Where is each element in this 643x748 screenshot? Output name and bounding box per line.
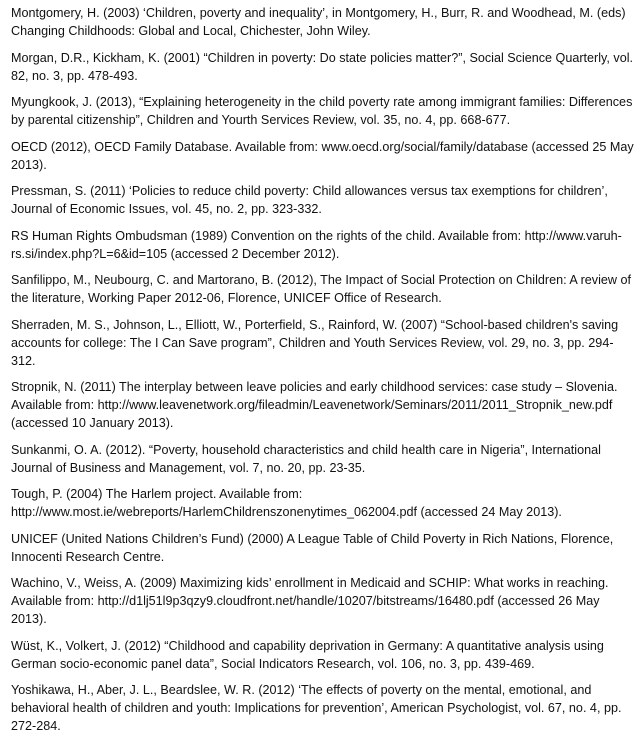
reference-montgomery: Montgomery, H. (2003) ‘Children, poverty and inequality’, in Montgomery, H., Burr, R. and Woodhead, M. (eds) Changing Childhoods: Global and Local, Chichester, John Wiley. (11, 6, 626, 38)
reference-pressman: Pressman, S. (2011) ‘Policies to reduce child poverty: Child allowances versus tax exemptions for children’, Journal of Economic Issues, vol. 45, no. 2, pp. 323-332. (11, 184, 608, 216)
reference-wachino: Wachino, V., Weiss, A. (2009) Maximizing kids’ enrollment in Medicaid and SCHIP: What works in reaching. Available from: http://d1lj51l9p3qzy9.cloudfront.net/handle/10207/bitstreams/16480.pdf (accessed 26 May 2013). (11, 576, 609, 626)
reference-tough: Tough, P. (2004) The Harlem project. Available from: http://www.most.ie/webreports/HarlemChildrenszonenytimes_062004.pdf (accessed 24 May 2013). (11, 487, 562, 519)
reference-oecd: OECD (2012), OECD Family Database. Available from: www.oecd.org/social/family/database (accessed 25 May 2013). (11, 139, 634, 172)
reference-myungkook: Myungkook, J. (2013), “Explaining heterogeneity in the child poverty rate among immigrant families: Differences by parental citizenship”, Children and Yourth Services Review, vol. 35, no. 4, pp. 668-677. (11, 95, 633, 127)
reference-sanfilippo: Sanfilippo, M., Neubourg, C. and Martorano, B. (2012), The Impact of Social Protection on Children: A review of the literature, Working Paper 2012-06, Florence, UNICEF Office of Research. (11, 273, 631, 305)
reference-wust: Wüst, K., Volkert, J. (2012) “Childhood and capability deprivation in Germany: A quantitative analysis using German socio-economic panel data”, Social Indicators Research, vol. 106, no. 3, pp. 439-469. (11, 638, 604, 671)
reference-unicef: UNICEF (United Nations Children’s Fund) (2000) A League Table of Child Poverty in Rich Nations, Florence, Innocenti Research Centre. (11, 531, 614, 564)
reference-yoshikawa: Yoshikawa, H., Aber, J. L., Beardslee, W. R. (2012) ‘The effects of poverty on the mental, emotional, and behavioral health of children and youth: Implications for prevention’, American Psychologist, vol. 67, no. 4, pp. 272-284. (11, 683, 622, 733)
reference-rs-ombudsman: RS Human Rights Ombudsman (1989) Convention on the rights of the child. Available from: http://www.varuh-rs.si/index.php?L=6&id=105 (accessed 2 December 2012). (11, 228, 622, 261)
reference-sherraden: Sherraden, M. S., Johnson, L., Elliott, W., Porterfield, S., Rainford, W. (2007) “School-based children's saving accounts for college: The I Can Save program”, Children and Youth Services Review, vol. 29, no. 3, pp. 294-312. (11, 317, 619, 368)
reference-morgan: Morgan, D.R., Kickham, K. (2001) “Children in poverty: Do state policies matter?”, Social Science Quarterly, vol. 82, no. 3, pp. 478-493. (11, 50, 634, 83)
reference-stropnik: Stropnik, N. (2011) The interplay between leave policies and early childhood services: case study – Slovenia. Available from: http://www.leavenetwork.org/fileadmin/Leavenetwork/Seminars/2011/2011_Stropnik_new.pdf (accessed 10 January 2013). (11, 380, 618, 430)
reference-sunkanmi: Sunkanmi, O. A. (2012). “Poverty, household characteristics and child health care in Nigeria”, International Journal of Business and Management, vol. 7, no. 20, pp. 23-35. (11, 442, 601, 475)
